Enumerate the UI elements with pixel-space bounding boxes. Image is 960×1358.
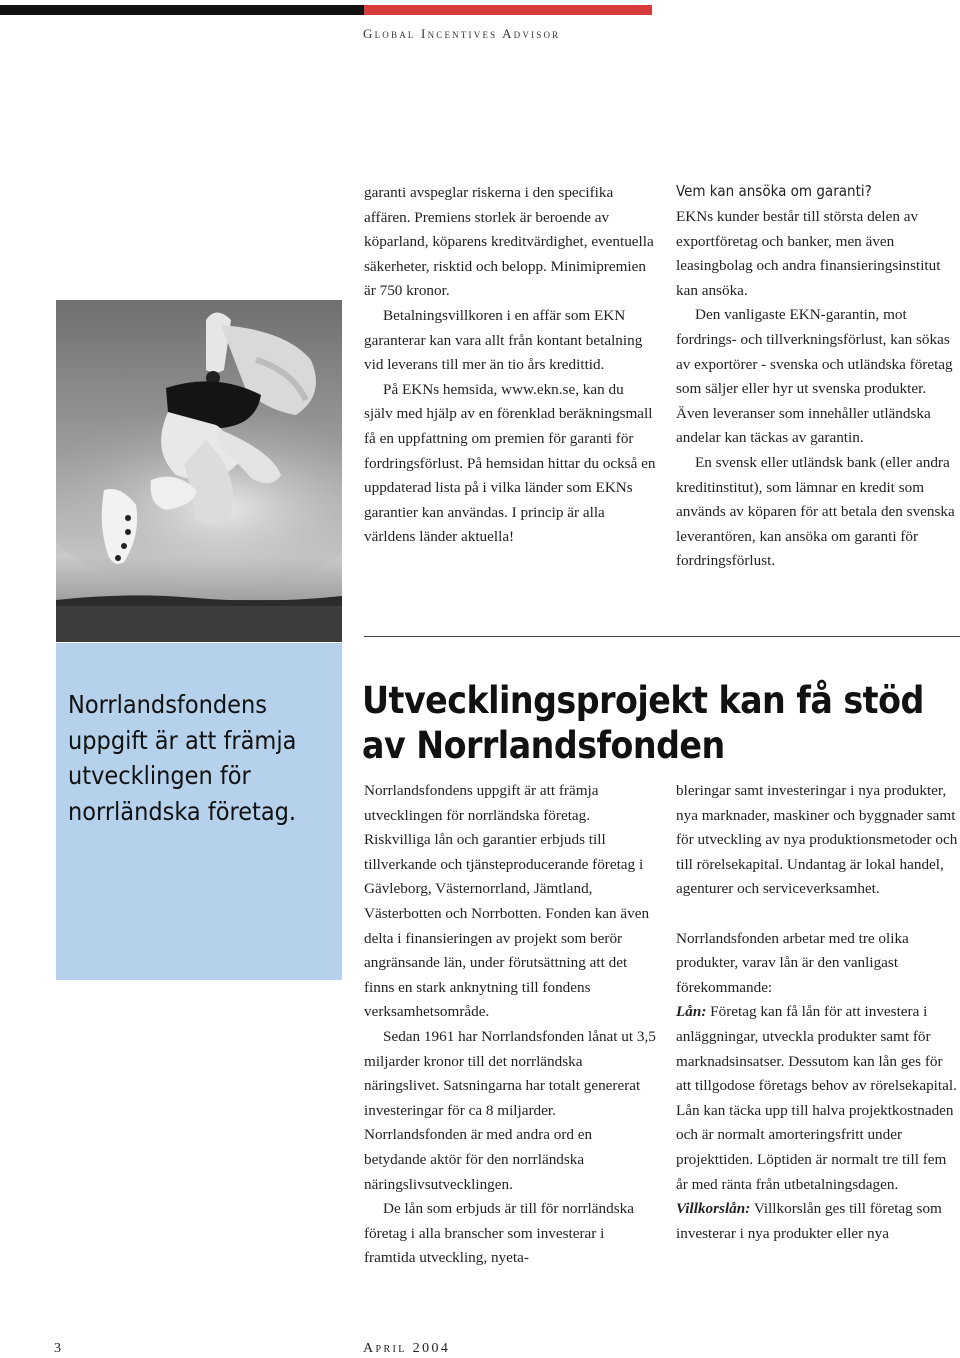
conditional-loan-text: Villkorslån ges till företag som investerar i nya produkter eller nya <box>676 1200 942 1242</box>
paragraph: bleringar samt investeringar i nya produkter, nya marknader, maskiner och byggnader samt för utveckling av nya produktionsmetoder och till rörelsekapital. Undantag är lokal handel, agenturer och serviceverksamhet. <box>676 782 958 898</box>
paragraph: De lån som erbjuds är till för norrländska företag i alla branscher som investerar i framtida utveckling, nyeta- <box>364 1200 634 1267</box>
conditional-loan-paragraph <box>676 1197 960 1246</box>
paragraph: garanti avspeglar riskerna i den specifika affären. Premiens storlek är beroende av köparland, köparens kreditvärdighet, eventuella säkerheter, risktid och belopp. Minimipremien är 750 kronor. <box>364 184 654 300</box>
paragraph: Norrlandsfonden arbetar med tre olika produkter, varav lån är den vanligast förekommande: <box>676 929 909 996</box>
paragraph: En svensk eller utländsk bank (eller andra kreditinstitut), som lämnar en kredit som används av köparen för att betala den svenska leverantören, kan ansöka om garanti för fordringsförlust. <box>676 453 955 570</box>
article-title: Utvecklingsprojekt kan få stöd av Norrlandsfonden <box>362 679 924 767</box>
paragraph: Den vanligaste EKN-garantin, mot fordrings- och tillverkningsförlust, kan sökas av exportörer - svenska och utländska företag som säljer eller hyr ut svenska produkter. Även leveranser som innehåller utländska andelar kan täckas av garantin. <box>676 306 953 447</box>
paragraph: EKNs kunder består till största delen av exportföretag och banker, men även leasingbolag och andra finansieringsinstitut kan ansöka. <box>676 208 941 299</box>
header-bar-red <box>364 5 652 15</box>
loan-text: Företag kan få lån för att investera i anläggningar, utveckla produkter samt för marknadsinsatser. Dessutom kan lån ges för att tillgodose företags behov av rörelsekapital. Lån kan täcka upp till halva projektkostnaden och är normalt amorteringsfritt under projekttiden. Löptiden är normalt tre till fem år med ränta från utbetalningsdagen. <box>676 1003 957 1193</box>
loan-paragraph <box>676 1000 960 1197</box>
paragraph: Norrlandsfondens uppgift är att främja utvecklingen för norrländska företag. Riskvilliga lån och garantier erbjuds till tillverkande och tjänsteproducerande företag i Gävleborg, Västernorrland, Jämtland, Västerbotten och Norrbotten. Fonden kan även delta i finansieringen av projekt som berör angränsande län, under förutsättning att det finns en stark anknytning till fondens verksamhetsområde. <box>364 782 650 1021</box>
top-left-column <box>364 181 656 550</box>
section-heading: Vem kan ansöka om garanti? <box>676 182 872 200</box>
issue-date: April 2004 <box>363 1341 451 1356</box>
sidebar-quote: Norrlandsfondens uppgift är att främja utvecklingen för norrländska företag. <box>68 690 297 826</box>
paragraph: Sedan 1961 har Norrlandsfonden lånat ut 3,5 miljarder kronor till det norrländska näringslivet. Satsningarna har totalt genererat investeringar för ca 8 miljarder. Norrlandsfonden är med andra ord en betydande aktör för den norrländska näringslivsutvecklingen. <box>364 1027 656 1193</box>
loan-label: Lån: <box>676 1003 707 1021</box>
paragraph: Betalningsvillkoren i en affär som EKN garanterar kan vara allt från kontant betalning vid leverans till mer än tio års kredittid. <box>364 306 643 374</box>
page-number: 3 <box>54 1341 61 1356</box>
publication-title: Global Incentives Advisor <box>363 26 561 41</box>
athlete-photo-image <box>56 300 342 642</box>
header-bar-black <box>0 5 364 15</box>
article-right-column <box>676 779 960 1246</box>
top-right-column <box>676 181 960 574</box>
spacer <box>676 902 960 927</box>
athlete-photo <box>56 300 342 642</box>
paragraph: På EKNs hemsida, www.ekn.se, kan du själv med hjälp av en förenklad beräkningsmall få en uppfattning om premien för garanti för fordringsförlust. På hemsidan hittar du också en uppdaterad lista på i vilka länder som EKNs garantier kan användas. I princip är alla världens länder aktuella! <box>364 380 656 546</box>
conditional-loan-label: Villkorslån: <box>676 1200 751 1218</box>
section-divider <box>364 636 960 637</box>
article-left-column <box>364 779 658 1271</box>
